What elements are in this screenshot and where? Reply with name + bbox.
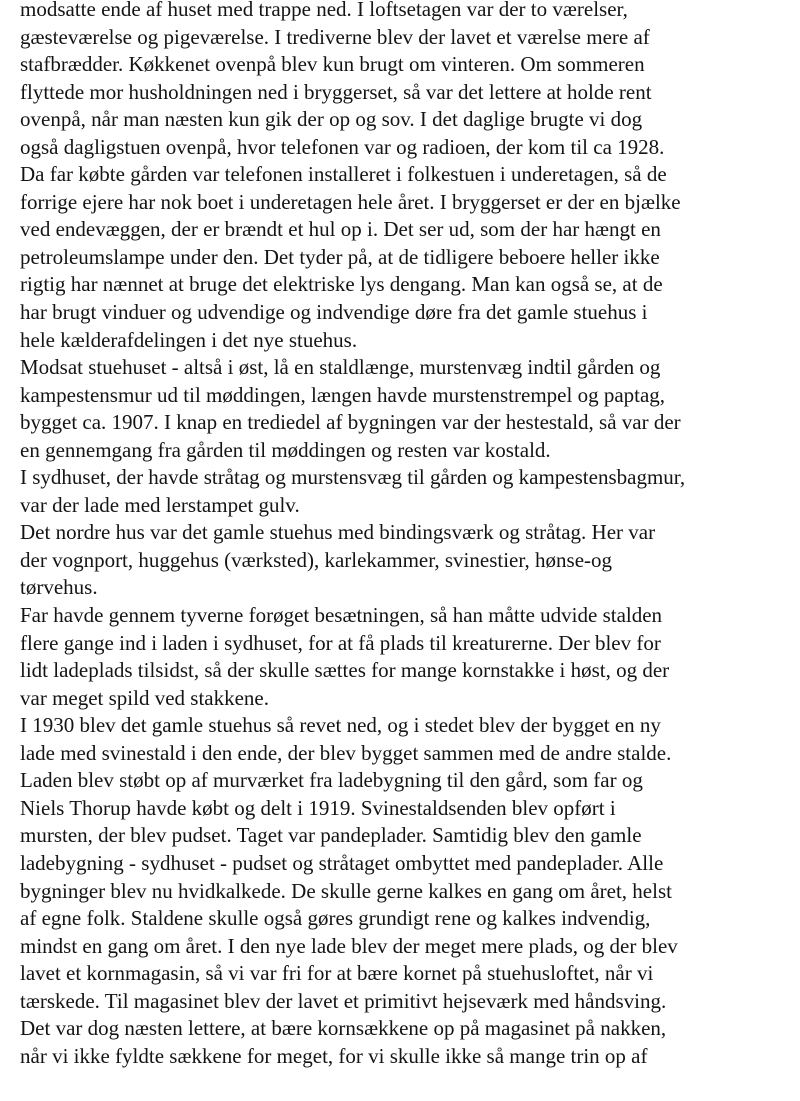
text-line-28: lade med svinestald i den ende, der blev bygget sammen med de andre stalde.	[20, 740, 672, 765]
text-line-37: tærskede. Til magasinet blev der lavet et primitivt hejseværk med håndsving.	[20, 988, 667, 1013]
text-line-15: kampestensmur ud til møddingen, længen havde murstenstrempel og paptag,	[20, 382, 666, 407]
text-line-13: hele kælderafdelingen i det nye stuehus.	[20, 327, 358, 352]
text-line-36: lavet et kornmagasin, så vi var fri for at bære kornet på stuehusloftet, når vi	[20, 961, 654, 986]
text-line-3: stafbrædder. Køkkenet ovenpå blev kun brugt om vinteren. Om sommeren	[20, 52, 645, 77]
text-line-23: Far havde gennem tyverne forøget besætningen, så han måtte udvide stalden	[20, 603, 663, 628]
text-line-31: mursten, der blev pudset. Taget var pandeplader. Samtidig blev den gamle	[20, 823, 642, 848]
text-line-35: mindst en gang om året. I den nye lade blev der meget mere plads, og der blev	[20, 933, 678, 958]
text-line-7: Da far købte gården var telefonen installeret i folkestuen i underetagen, så de	[20, 162, 667, 187]
text-line-10: petroleumslampe under den. Det tyder på, at de tidligere beboere heller ikke	[20, 244, 660, 269]
body-text	[20, 0, 785, 1070]
text-line-27: I 1930 blev det gamle stuehus så revet ned, og i stedet blev der bygget en ny	[20, 713, 661, 738]
text-line-1: modsatte ende af huset med trappe ned. I loftsetagen var der to værelser,	[20, 0, 628, 21]
text-line-5: ovenpå, når man næsten kun gik der op og sov. I det daglige brugte vi dog	[20, 107, 643, 132]
text-line-38: Det var dog næsten lettere, at bære kornsækkene op på magasinet på nakken,	[20, 1016, 667, 1041]
text-line-4: flyttede mor husholdningen ned i bryggerset, så var det lettere at holde rent	[20, 79, 652, 104]
text-line-26: var meget spild ved stakkene.	[20, 685, 270, 710]
text-line-22: tørvehus.	[20, 575, 98, 600]
text-line-39: når vi ikke fyldte sækkene for meget, for vi skulle ikke så mange trin op af	[20, 1043, 648, 1068]
text-line-18: I sydhuset, der havde stråtag og murstensvæg til gården og kampestensbagmur,	[20, 465, 686, 490]
text-line-20: Det nordre hus var det gamle stuehus med bindingsværk og stråtag. Her var	[20, 520, 656, 545]
text-line-32: ladebygning - sydhuset - pudset og stråtaget ombyttet med pandeplader. Alle	[20, 850, 664, 875]
text-line-2: gæsteværelse og pigeværelse. I trediverne blev der lavet et værelse mere af	[20, 24, 650, 49]
text-line-12: har brugt vinduer og udvendige og indvendige døre fra det gamle stuehus i	[20, 300, 648, 325]
text-line-34: af egne folk. Staldene skulle også gøres grundigt rene og kalkes indvendig,	[20, 906, 651, 931]
text-line-16: bygget ca. 1907. I knap en trediedel af bygningen var der hestestald, så var der	[20, 410, 681, 435]
text-line-6: også dagligstuen ovenpå, hvor telefonen var og radioen, der kom til ca 1928.	[20, 134, 665, 159]
text-line-11: rigtig har nænnet at bruge det elektriske lys dengang. Man kan også se, at de	[20, 272, 663, 297]
text-line-17: en gennemgang fra gården til møddingen og resten var kostald.	[20, 437, 551, 462]
text-line-29: Laden blev støbt op af murværket fra ladebygning til den gård, som far og	[20, 768, 643, 793]
text-line-21: der vognport, huggehus (værksted), karlekammer, svinestier, hønse-og	[20, 547, 613, 572]
text-line-25: lidt ladeplads tilsidst, så der skulle sættes for mange kornstakke i høst, og der	[20, 658, 670, 683]
text-line-19: var der lade med lerstampet gulv.	[20, 492, 300, 517]
text-line-33: bygninger blev nu hvidkalkede. De skulle gerne kalkes en gang om året, helst	[20, 878, 672, 903]
text-line-8: forrige ejere har nok boet i underetagen hele året. I bryggerset er der en bjælke	[20, 189, 681, 214]
text-line-24: flere gange ind i laden i sydhuset, for at få plads til kreaturerne. Der blev for	[20, 630, 661, 655]
text-line-14: Modsat stuehuset - altså i øst, lå en staldlænge, murstenvæg indtil gården og	[20, 355, 661, 380]
text-line-9: ved endevæggen, der er brændt et hul op i. Det ser ud, som der har hængt en	[20, 217, 661, 242]
text-line-30: Niels Thorup havde købt og delt i 1919. Svinestaldsenden blev opført i	[20, 795, 616, 820]
